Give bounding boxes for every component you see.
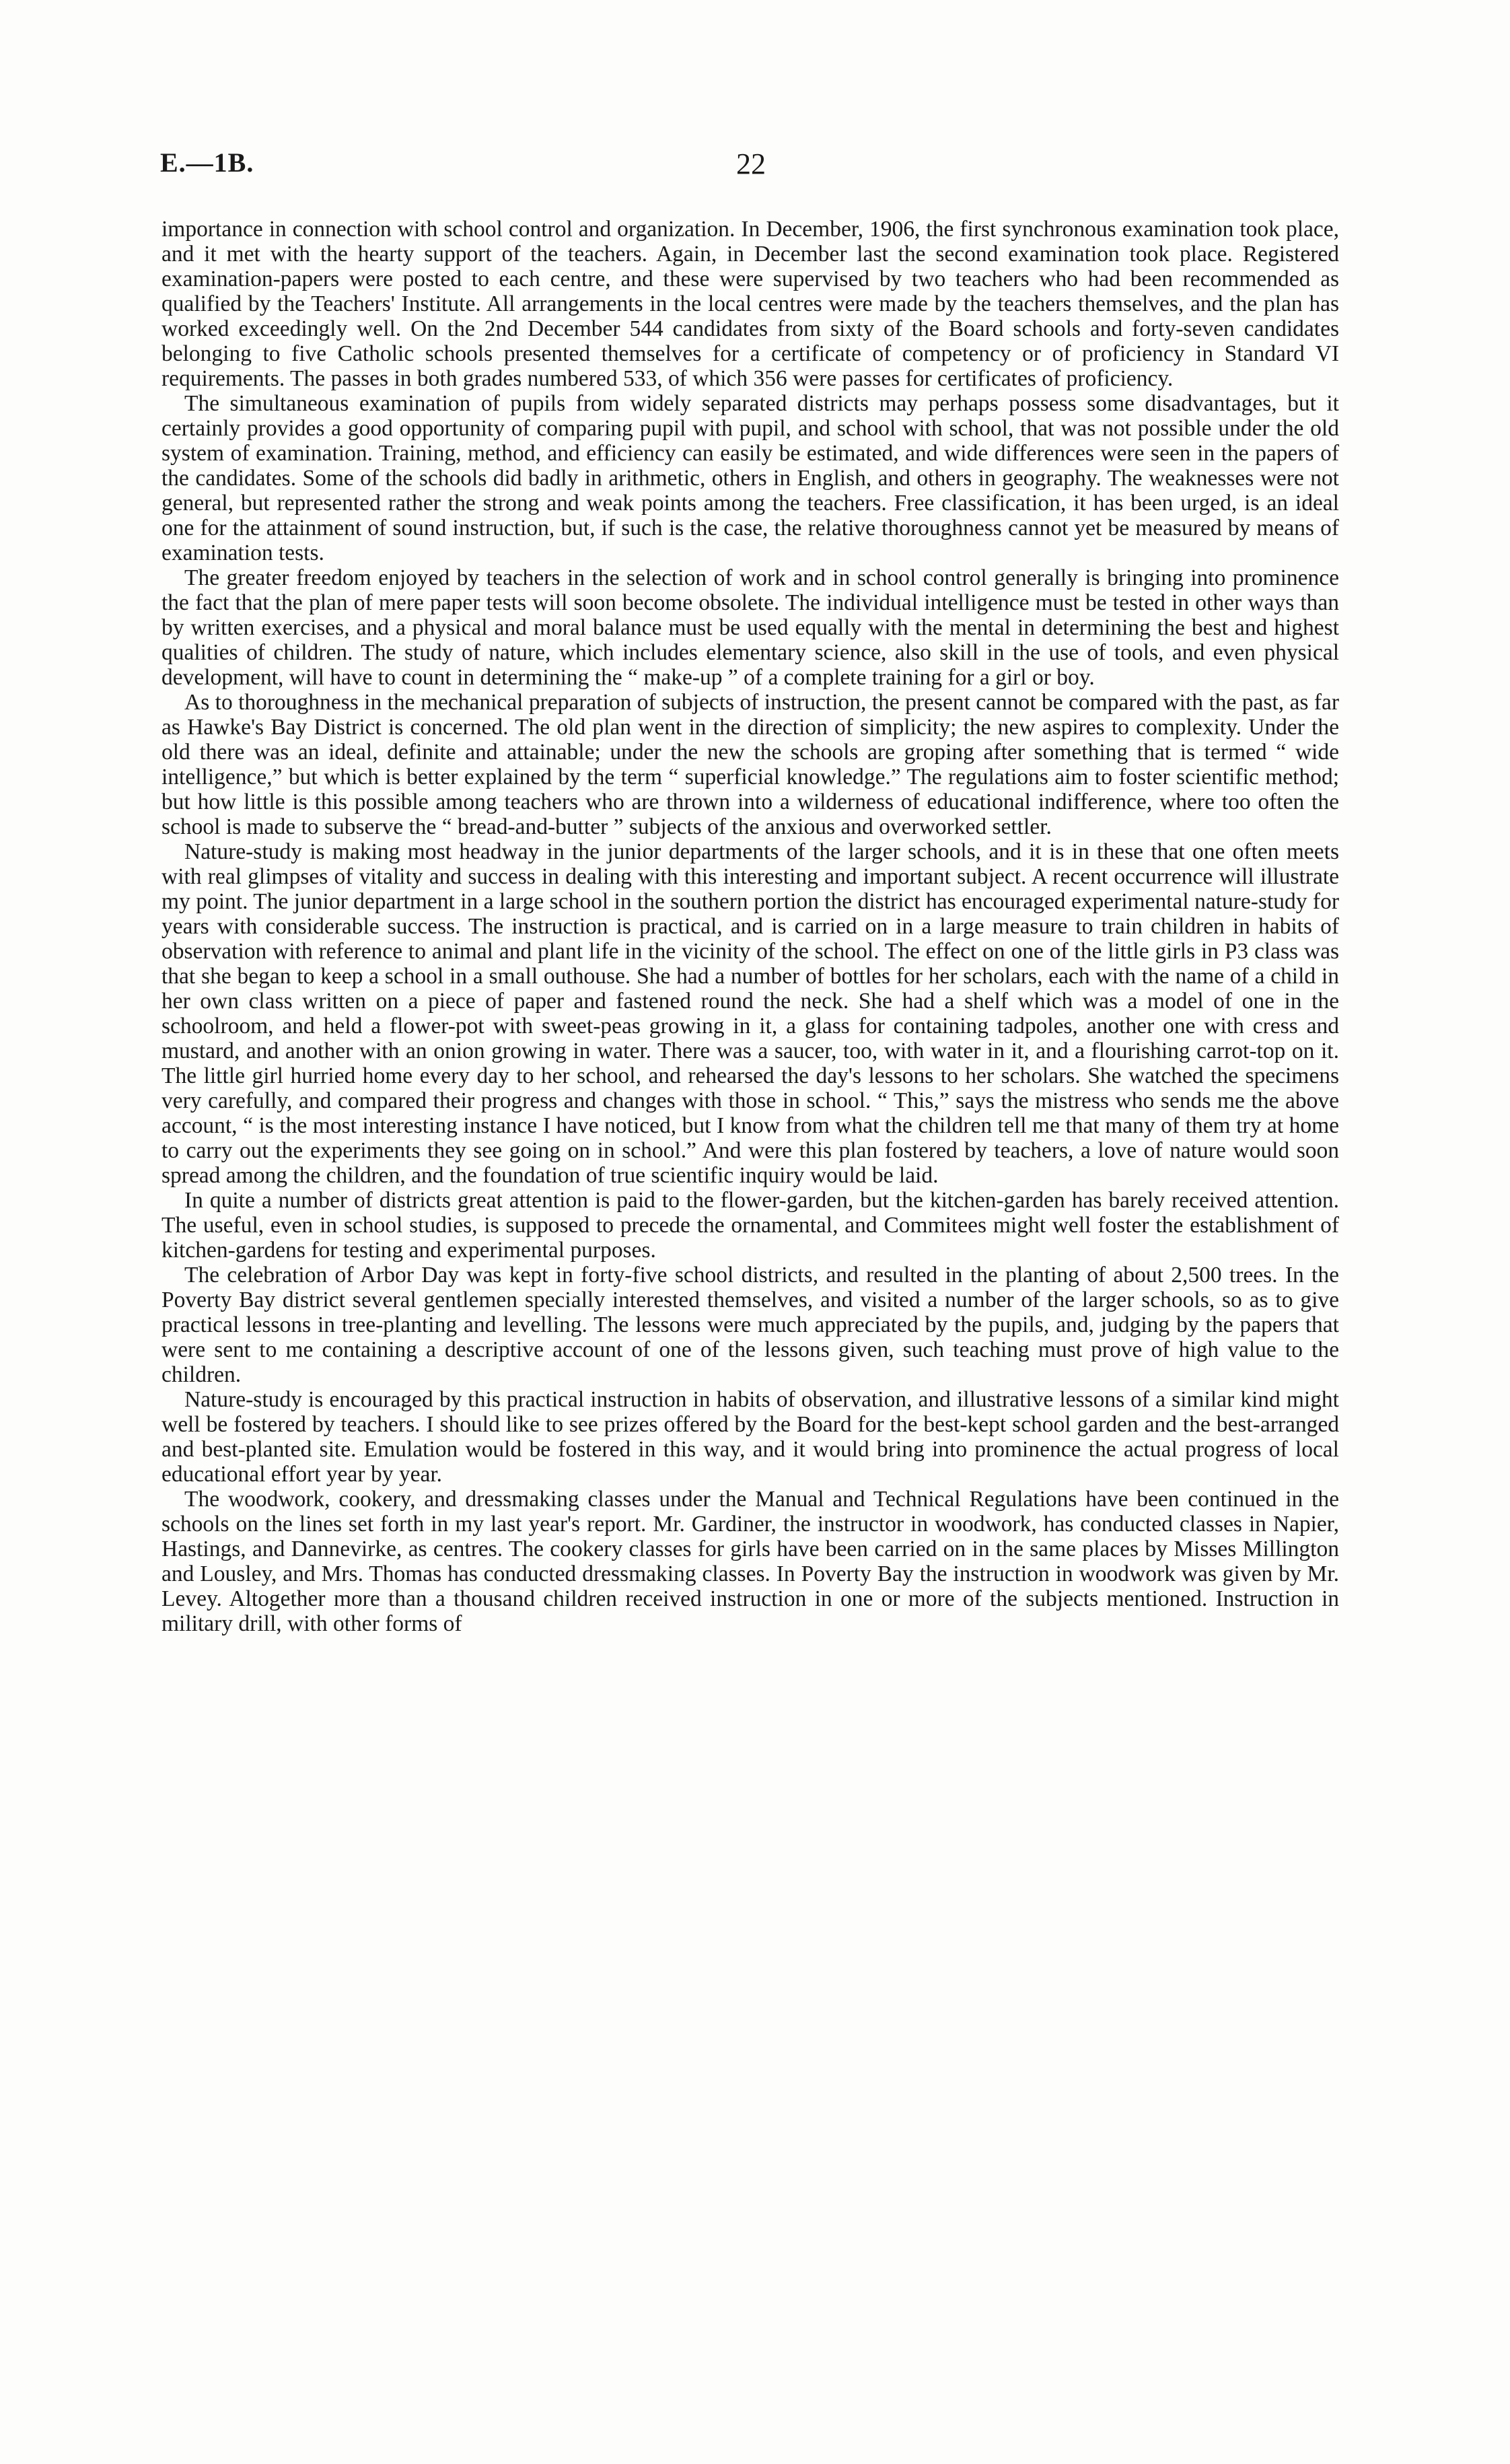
paragraph: Nature-study is making most headway in the junior departments of the larger schools, and it is in these that one often meets with real glimpses of vitality and success in dealing with this interesting and important subject. A recent occurrence will illustrate my point. The junior department in a large school in the southern portion the district has encouraged experimental nature-study for years with considerable success. The instruction is practical, and is carried on in a large measure to train children in habits of observation with reference to animal and plant life in the vicinity of the school. The effect on one of the little girls in P3 class was that she began to keep a school in a small outhouse. She had a number of bottles for her scholars, each with the name of a child in her own class written on a piece of paper and fastened round the neck. She had a shelf which was a model of one in the schoolroom, and held a flower-pot with sweet-peas growing in it, a glass for containing tadpoles, another one with cress and mustard, and another with an onion growing in water. There was a saucer, too, with water in it, and a flourishing carrot-top on it. The little girl hurried home every day to her school, and rehearsed the day's lessons to her scholars. She watched the specimens very carefully, and compared their progress and changes with those in school. “ This,” says the mistress who sends me the above account, “ is the most interesting instance I have noticed, but I know from what the children tell me that many of them try at home to carry out the experiments they see going on in school.” And were this plan fostered by teachers, a love of nature would soon spread among the children, and the foundation of true scientific inquiry would be laid. xyxy=(161,839,1339,1188)
paragraph: importance in connection with school control and organization. In December, 1906, the first synchronous examination took place, and it met with the hearty support of the teachers. Again, in December last the second examination took place. Registered examination-papers were posted to each centre, and these were supervised by two teachers who had been recommended as qualified by the Teachers' Institute. All arrangements in the local centres were made by the teachers themselves, and the plan has worked exceedingly well. On the 2nd December 544 candidates from sixty of the Board schools and forty-seven candidates belonging to five Catholic schools presented themselves for a certificate of competency or of proficiency in Standard VI requirements. The passes in both grades numbered 533, of which 356 were passes for certificates of proficiency. xyxy=(161,217,1339,391)
document-reference: E.—1B. xyxy=(160,147,254,178)
paragraph: The celebration of Arbor Day was kept in forty-five school districts, and resulted in the planting of about 2,500 trees. In the Poverty Bay district several gentlemen specially interested themselves, and visited a number of the larger schools, so as to give practical lessons in tree-planting and levelling. The lessons were much appreciated by the pupils, and, judging by the papers that were sent to me containing a descriptive account of one of the lessons given, such teaching must prove of high value to the children. xyxy=(161,1263,1339,1387)
page-number: 22 xyxy=(736,147,766,180)
paragraph: As to thoroughness in the mechanical preparation of subjects of instruction, the present cannot be compared with the past, as far as Hawke's Bay District is concerned. The old plan went in the direction of simplicity; the new aspires to complexity. Under the old there was an ideal, definite and attainable; under the new the schools are groping after something that is termed “ wide intelligence,” but which is better explained by the term “ superficial knowledge.” The regulations aim to foster scientific method; but how little is this possible among teachers who are thrown into a wilderness of educational indifference, where too often the school is made to subserve the “ bread-and-butter ” subjects of the anxious and overworked settler. xyxy=(161,690,1339,839)
paragraph: In quite a number of districts great attention is paid to the flower-garden, but the kitchen-garden has barely received attention. The useful, even in school studies, is supposed to precede the ornamental, and Commitees might well foster the establishment of kitchen-gardens for testing and experimental purposes. xyxy=(161,1188,1339,1263)
paragraph: Nature-study is encouraged by this practical instruction in habits of observation, and illustrative lessons of a similar kind might well be fostered by teachers. I should like to see prizes offered by the Board for the best-kept school garden and the best-arranged and best-planted site. Emulation would be fostered in this way, and it would bring into prominence the actual progress of local educational effort year by year. xyxy=(161,1387,1339,1487)
paragraph: The greater freedom enjoyed by teachers in the selection of work and in school control generally is bringing into prominence the fact that the plan of mere paper tests will soon become obsolete. The individual intelligence must be tested in other ways than by written exercises, and a physical and moral balance must be used equally with the mental in determining the best and highest qualities of children. The study of nature, which includes elementary science, also skill in the use of tools, and even physical development, will have to count in determining the “ make-up ” of a complete training for a girl or boy. xyxy=(161,565,1339,690)
body-text xyxy=(161,217,1339,1636)
page-header xyxy=(160,147,1342,187)
paragraph: The simultaneous examination of pupils from widely separated districts may perhaps possess some disadvantages, but it certainly provides a good opportunity of comparing pupil with pupil, and school with school, that was not possible under the old system of examination. Training, method, and efficiency can easily be estimated, and wide differences were seen in the papers of the candidates. Some of the schools did badly in arithmetic, others in English, and others in geography. The weaknesses were not general, but represented rather the strong and weak points among the teachers. Free classification, it has been urged, is an ideal one for the attainment of sound instruction, but, if such is the case, the relative thoroughness cannot yet be measured by means of examination tests. xyxy=(161,391,1339,565)
paragraph: The woodwork, cookery, and dressmaking classes under the Manual and Technical Regulations have been continued in the schools on the lines set forth in my last year's report. Mr. Gardiner, the instructor in woodwork, has conducted classes in Napier, Hastings, and Dannevirke, as centres. The cookery classes for girls have been carried on in the same places by Misses Millington and Lousley, and Mrs. Thomas has conducted dressmaking classes. In Poverty Bay the instruction in woodwork was given by Mr. Levey. Altogether more than a thousand children received instruction in one or more of the subjects mentioned. Instruction in military drill, with other forms of xyxy=(161,1487,1339,1636)
